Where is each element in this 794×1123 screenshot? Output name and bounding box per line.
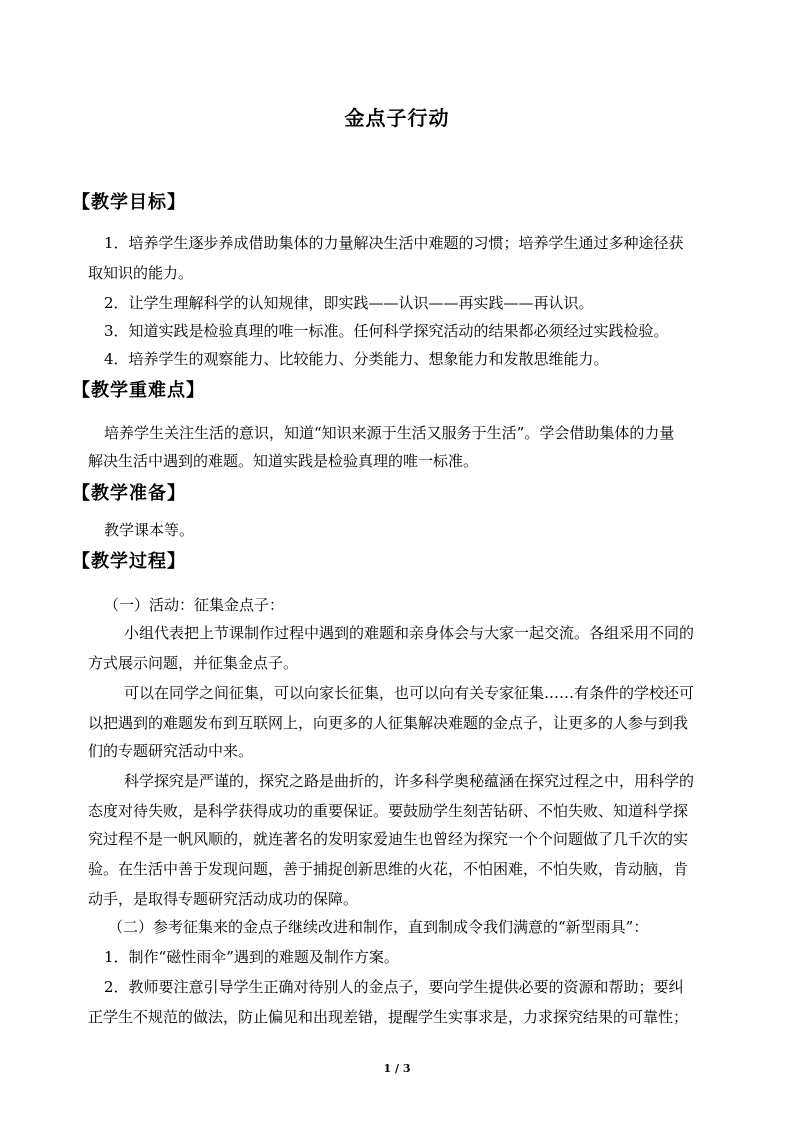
process-line-7: 科学探究是严谨的，探究之路是曲折的，许多科学奥秘蕴涵在探究过程之中，用科学的 [124, 772, 695, 790]
goals-line-2: 取知识的能力。 [88, 264, 194, 282]
process-line-2: 小组代表把上节课制作过程中遇到的难题和亲身体会与大家一起交流。各组采用不同的 [124, 624, 695, 642]
goals-line-4: 3．知道实践是检验真理的唯一标准。任何科学探究活动的结果都必须经过实践检验。 [104, 322, 669, 340]
document-title: 金点子行动 [344, 106, 450, 130]
section-heading-keypoints: 【教学重难点】 [72, 380, 205, 401]
process-line-4: 可以在同学之间征集，可以向家长征集，也可以向有关专家征集……有条件的学校还可 [124, 684, 695, 702]
prep-line-1: 教学课本等。 [104, 521, 195, 539]
process-line-3: 方式展示问题，并征集金点子。 [88, 654, 299, 672]
process-line-5: 以把遇到的难题发布到互联网上，向更多的人征集解决难题的金点子，让更多的人参与到我 [88, 714, 689, 732]
goals-line-3: 2．让学生理解科学的认知规律，即实践——认识——再实践——再认识。 [104, 294, 594, 312]
goals-line-5: 4．培养学生的观察能力、比较能力、分类能力、想象能力和发散思维能力。 [104, 350, 609, 368]
keypoints-line-1: 培养学生关注生活的意识，知道“知识来源于生活又服务于生活”。学会借助集体的力量 [104, 424, 675, 442]
process-line-1: （一）活动：征集金点子： [104, 596, 285, 614]
process-line-13: 1．制作“磁性雨伞”遇到的难题及制作方案。 [104, 948, 399, 966]
process-line-6: 们的专题研究活动中来。 [88, 742, 254, 760]
goals-line-1: 1．培养学生逐步养成借助集体的力量解决生活中难题的习惯；培养学生通过多种途径获 [104, 234, 684, 252]
process-line-14: 2．教师要注意引导学生正确对待别人的金点子，要向学生提供必要的资源和帮助；要纠 [104, 978, 684, 996]
process-line-10: 验。在生活中善于发现问题，善于捕捉创新思维的火花，不怕困难，不怕失败，肯动脑，肯 [88, 860, 689, 878]
process-line-15: 正学生不规范的做法，防止偏见和出现差错，提醒学生实事求是，力求探究结果的可靠性； [88, 1008, 689, 1026]
section-heading-prep: 【教学准备】 [72, 483, 186, 504]
keypoints-line-2: 解决生活中遇到的难题。知道实践是检验真理的唯一标准。 [88, 452, 479, 470]
process-line-8: 态度对待失败，是科学获得成功的重要保证。要鼓励学生刻苦钻研、不怕失败、知道科学探 [88, 802, 689, 820]
process-line-12: （二）参考征集来的金点子继续改进和制作，直到制成令我们满意的“新型雨具”： [108, 918, 649, 936]
page-number: 1 / 3 [383, 1062, 411, 1075]
section-heading-goals: 【教学目标】 [72, 192, 186, 213]
process-line-11: 动手，是取得专题研究活动成功的保障。 [88, 890, 359, 908]
process-line-9: 究过程不是一帆风顺的，就连著名的发明家爱迪生也曾经为探究一个个问题做了几千次的实 [88, 830, 689, 848]
section-heading-process: 【教学过程】 [72, 551, 186, 572]
